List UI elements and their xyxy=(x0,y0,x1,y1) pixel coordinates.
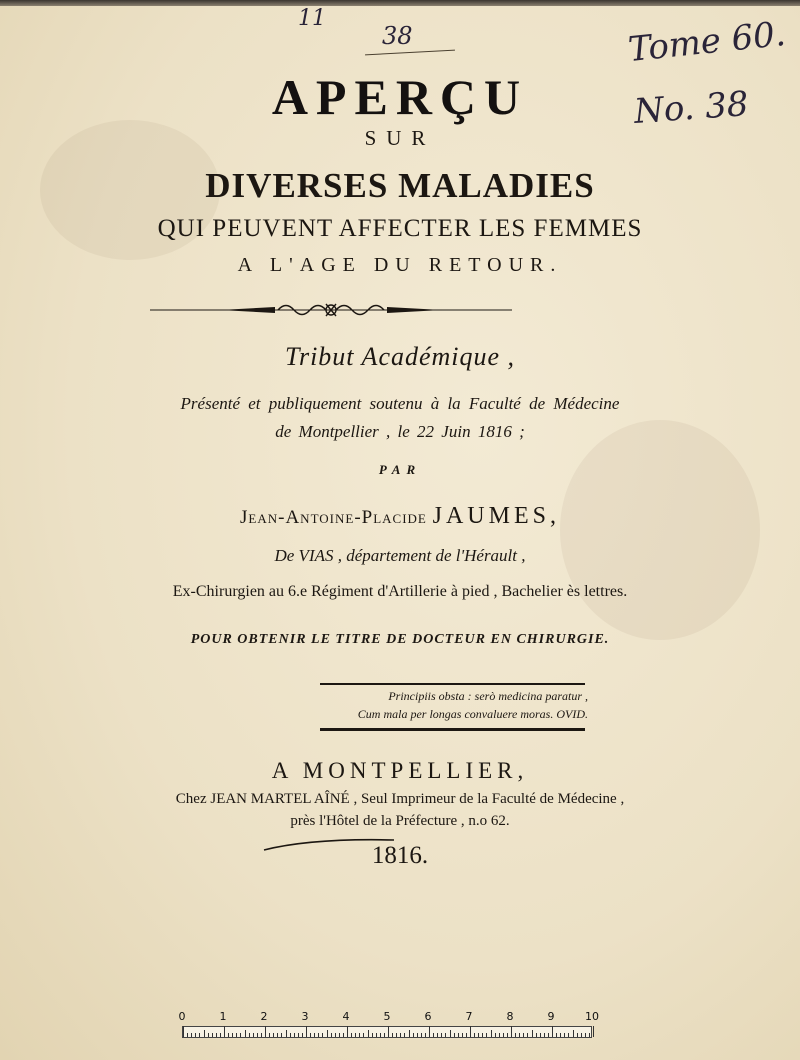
author-rank: Ex-Chirurgien au 6.e Régiment d'Artillerie à pied , Bachelier ès lettres. xyxy=(172,583,628,600)
scale-tick xyxy=(417,1033,418,1037)
scale-tick xyxy=(314,1033,315,1037)
scale-tick xyxy=(327,1030,328,1037)
scale-tick xyxy=(433,1033,434,1037)
epigraph-line-1: Principiis obsta : serò medicina paratur , xyxy=(388,689,588,703)
scale-tick xyxy=(318,1033,319,1037)
scale-tick xyxy=(523,1033,524,1037)
scale-tick xyxy=(208,1033,209,1037)
handwritten-number: No. 38 xyxy=(632,84,750,132)
scale-tick xyxy=(564,1033,565,1037)
handwritten-page-number: 38 xyxy=(382,22,413,50)
scale-tick xyxy=(413,1033,414,1037)
scale-tick xyxy=(302,1033,303,1037)
scale-tick xyxy=(445,1033,446,1037)
paper-stain xyxy=(560,420,760,640)
scale-tick xyxy=(204,1030,205,1037)
scale-bar xyxy=(182,1026,592,1038)
scale-tick xyxy=(421,1033,422,1037)
scale-label: 6 xyxy=(424,1010,432,1023)
scale-tick xyxy=(527,1033,528,1037)
scale-tick xyxy=(331,1033,332,1037)
scale-tick xyxy=(499,1033,500,1037)
scale-tick xyxy=(491,1030,492,1037)
scale-tick xyxy=(261,1033,262,1037)
scale-tick xyxy=(351,1033,352,1037)
scale-tick xyxy=(503,1033,504,1037)
scale-tick xyxy=(368,1030,369,1037)
scale-tick xyxy=(388,1026,389,1037)
scale-tick xyxy=(187,1033,188,1037)
scale-tick xyxy=(540,1033,541,1037)
scale-tick xyxy=(470,1026,471,1037)
imprint-city: A MONTPELLIER, xyxy=(271,758,529,783)
scale-tick xyxy=(343,1033,344,1037)
scale-tick xyxy=(240,1033,241,1037)
author-name xyxy=(0,503,800,530)
subtitle-line-3: A L'AGE DU RETOUR. xyxy=(237,254,563,276)
author-surname: JAUMES, xyxy=(432,503,560,529)
par-label: PAR xyxy=(378,462,422,477)
scale-tick xyxy=(232,1033,233,1037)
scale-label: 9 xyxy=(547,1010,555,1023)
scale-tick xyxy=(458,1033,459,1037)
scale-tick xyxy=(482,1033,483,1037)
scale-label: 7 xyxy=(465,1010,473,1023)
scale-label: 0 xyxy=(178,1010,186,1023)
scale-tick xyxy=(183,1026,184,1037)
presented-line-1: Présenté et publiquement soutenu à la Faculté de Médecine xyxy=(180,394,620,413)
epigraph-rule-top xyxy=(320,683,585,685)
scale-tick xyxy=(577,1033,578,1037)
title-sur: SUR xyxy=(364,126,436,150)
scale-tick xyxy=(507,1033,508,1037)
scale-tick xyxy=(265,1026,266,1037)
author-given-names: Jean-Antoine-Placide xyxy=(240,507,427,528)
scale-tick xyxy=(511,1026,512,1037)
scale-tick xyxy=(450,1030,451,1037)
scale-tick xyxy=(298,1033,299,1037)
scale-label: 8 xyxy=(506,1010,514,1023)
scale-tick xyxy=(253,1033,254,1037)
scale-tick xyxy=(212,1033,213,1037)
scale-tick xyxy=(486,1033,487,1037)
scale-tick xyxy=(290,1033,291,1037)
scale-tick xyxy=(339,1033,340,1037)
scale-tick xyxy=(286,1030,287,1037)
presented-line-2: de Montpellier , le 22 Juin 1816 ; xyxy=(275,422,525,441)
imprint-year: 1816. xyxy=(371,842,429,869)
scale-tick xyxy=(216,1033,217,1037)
tribut-heading: Tribut Académique , xyxy=(284,342,516,371)
epigraph-line-2: Cum mala per longas convaluere moras. OVID. xyxy=(357,707,588,721)
scale-tick xyxy=(363,1033,364,1037)
page-title: APERÇU xyxy=(271,69,529,125)
scale-tick xyxy=(466,1033,467,1037)
scale-tick xyxy=(281,1033,282,1037)
scale-tick xyxy=(335,1033,336,1037)
scale-tick xyxy=(560,1033,561,1037)
scale-tick xyxy=(355,1033,356,1037)
scale-label: 4 xyxy=(342,1010,350,1023)
scale-tick xyxy=(519,1033,520,1037)
scale-tick xyxy=(359,1033,360,1037)
scale-tick xyxy=(429,1026,430,1037)
scale-tick xyxy=(556,1033,557,1037)
scale-tick xyxy=(245,1030,246,1037)
scale-tick xyxy=(220,1033,221,1037)
scale-tick xyxy=(536,1033,537,1037)
scale-tick xyxy=(306,1026,307,1037)
scale-tick xyxy=(532,1030,533,1037)
scale-tick xyxy=(257,1033,258,1037)
scale-tick xyxy=(548,1033,549,1037)
scale-tick xyxy=(515,1033,516,1037)
scale-tick xyxy=(249,1033,250,1037)
author-origin: De VIAS , département de l'Hérault , xyxy=(274,546,526,565)
scale-tick xyxy=(376,1033,377,1037)
scale-tick xyxy=(347,1026,348,1037)
subtitle-line-2: QUI PEUVENT AFFECTER LES FEMMES xyxy=(157,215,643,242)
scale-tick xyxy=(409,1030,410,1037)
thesis-purpose: POUR OBTENIR LE TITRE DE DOCTEUR EN CHIRURGIE. xyxy=(190,632,610,647)
scale-tick xyxy=(224,1026,225,1037)
scale-tick xyxy=(573,1030,574,1037)
ornamental-divider xyxy=(150,300,512,320)
scale-tick xyxy=(199,1033,200,1037)
scale-tick xyxy=(384,1033,385,1037)
scale-tick xyxy=(195,1033,196,1037)
scale-tick xyxy=(589,1033,590,1037)
scale-tick xyxy=(425,1033,426,1037)
scale-tick xyxy=(228,1033,229,1037)
scale-label: 3 xyxy=(301,1010,309,1023)
scale-tick xyxy=(581,1033,582,1037)
scale-tick xyxy=(277,1033,278,1037)
scale-tick xyxy=(585,1033,586,1037)
epigraph-rule-bottom xyxy=(320,728,585,731)
scale-tick xyxy=(372,1033,373,1037)
scale-tick xyxy=(269,1033,270,1037)
scale-tick xyxy=(437,1033,438,1037)
scale-tick xyxy=(593,1026,594,1037)
scale-tick xyxy=(392,1033,393,1037)
top-border xyxy=(0,0,800,6)
imprint-printer-line-2: près l'Hôtel de la Préfecture , n.o 62. xyxy=(290,813,510,829)
scale-label: 2 xyxy=(260,1010,268,1023)
scale-tick xyxy=(380,1033,381,1037)
handwritten-mark: 11 xyxy=(298,6,326,31)
handwritten-underline xyxy=(365,50,455,56)
scale-tick xyxy=(478,1033,479,1037)
scale-tick xyxy=(236,1033,237,1037)
scale-tick xyxy=(495,1033,496,1037)
handwritten-volume: Tome 60. xyxy=(626,13,788,71)
scale-label: 1 xyxy=(219,1010,227,1023)
scale-tick xyxy=(568,1033,569,1037)
subtitle-line-1: DIVERSES MALADIES xyxy=(205,166,595,205)
imprint-printer-line-1: Chez JEAN MARTEL AÎNÉ , Seul Imprimeur de la Faculté de Médecine , xyxy=(175,791,625,807)
scale-tick xyxy=(552,1026,553,1037)
scale-tick xyxy=(474,1033,475,1037)
scale-tick xyxy=(404,1033,405,1037)
measurement-scale xyxy=(176,1010,616,1050)
scale-tick xyxy=(294,1033,295,1037)
scale-tick xyxy=(400,1033,401,1037)
scale-tick xyxy=(441,1033,442,1037)
scale-tick xyxy=(454,1033,455,1037)
scale-tick xyxy=(310,1033,311,1037)
scale-label: 5 xyxy=(383,1010,391,1023)
scale-tick xyxy=(462,1033,463,1037)
scale-label: 10 xyxy=(585,1010,599,1023)
scale-tick xyxy=(191,1033,192,1037)
scale-tick xyxy=(273,1033,274,1037)
scale-tick xyxy=(544,1033,545,1037)
scale-tick xyxy=(322,1033,323,1037)
scale-tick xyxy=(396,1033,397,1037)
